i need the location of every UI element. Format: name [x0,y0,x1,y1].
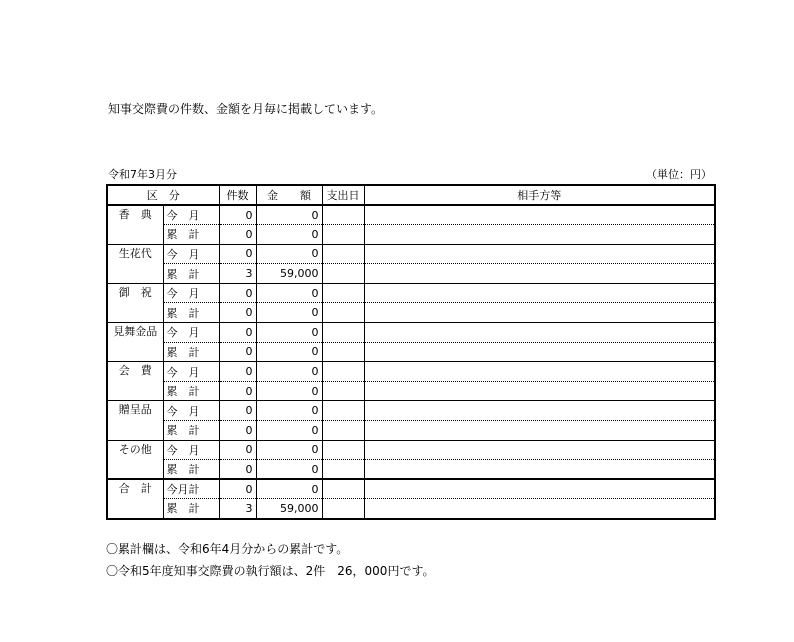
period-cell: 今 月 [163,244,219,264]
period-cell: 累 計 [163,381,219,401]
category-cell: その他 [107,440,163,479]
header-recipient: 相手方等 [364,185,715,205]
count-cell: 3 [219,264,256,284]
recipient-cell [364,499,715,519]
expense-table [106,184,716,520]
amount-cell: 59,000 [256,499,322,519]
count-cell: 0 [219,401,256,421]
amount-cell: 0 [256,460,322,480]
table-row [107,362,715,382]
recipient-cell [364,225,715,245]
count-cell: 3 [219,499,256,519]
date-cell [322,342,364,362]
table-row [107,401,715,421]
amount-cell: 0 [256,323,322,343]
period-cell: 今 月 [163,205,219,225]
period-cell: 今 月 [163,440,219,460]
date-cell [322,499,364,519]
count-cell: 0 [219,421,256,441]
period-label: 令和7年3月分 [108,168,177,181]
table-row [107,460,715,480]
recipient-cell [364,303,715,323]
category-cell: 合 計 [107,479,163,518]
table-row [107,421,715,441]
date-cell [322,421,364,441]
table-row [107,342,715,362]
recipient-cell [364,421,715,441]
amount-cell: 0 [256,381,322,401]
date-cell [322,440,364,460]
amount-cell: 0 [256,421,322,441]
count-cell: 0 [219,205,256,225]
recipient-cell [364,362,715,382]
amount-cell: 59,000 [256,264,322,284]
count-cell: 0 [219,323,256,343]
table-row [107,323,715,343]
recipient-cell [364,440,715,460]
count-cell: 0 [219,381,256,401]
count-cell: 0 [219,440,256,460]
date-cell [322,244,364,264]
count-cell: 0 [219,362,256,382]
recipient-cell [364,460,715,480]
count-cell: 0 [219,244,256,264]
period-cell: 今 月 [163,362,219,382]
amount-cell: 0 [256,479,322,499]
table-row [107,479,715,499]
count-cell: 0 [219,460,256,480]
amount-cell: 0 [256,401,322,421]
date-cell [322,460,364,480]
header-count: 件数 [219,185,256,205]
recipient-cell [364,381,715,401]
date-cell [322,303,364,323]
period-cell: 累 計 [163,342,219,362]
period-cell: 累 計 [163,421,219,441]
table-row [107,440,715,460]
date-cell [322,479,364,499]
period-cell: 累 計 [163,264,219,284]
table-row [107,381,715,401]
period-cell: 今 月 [163,283,219,303]
amount-cell: 0 [256,342,322,362]
recipient-cell [364,283,715,303]
period-cell: 今 月 [163,323,219,343]
table-row [107,225,715,245]
date-cell [322,264,364,284]
category-cell: 会 費 [107,362,163,401]
category-cell: 御 祝 [107,283,163,322]
table-row [107,283,715,303]
count-cell: 0 [219,342,256,362]
note-previous-year: 〇令和5年度知事交際費の執行額は、2件 26，000円です。 [106,564,435,578]
date-cell [322,323,364,343]
date-cell [322,362,364,382]
recipient-cell [364,205,715,225]
amount-cell: 0 [256,362,322,382]
header-row [107,185,715,205]
date-cell [322,401,364,421]
header-amount: 金 額 [256,185,322,205]
table-row [107,264,715,284]
period-cell: 今月計 [163,479,219,499]
count-cell: 0 [219,479,256,499]
amount-cell: 0 [256,244,322,264]
date-cell [322,205,364,225]
amount-cell: 0 [256,283,322,303]
table-row [107,303,715,323]
amount-cell: 0 [256,205,322,225]
period-cell: 累 計 [163,460,219,480]
period-cell: 累 計 [163,303,219,323]
recipient-cell [364,323,715,343]
category-cell: 香 典 [107,205,163,244]
count-cell: 0 [219,303,256,323]
header-category: 区 分 [107,185,219,205]
table-row [107,205,715,225]
count-cell: 0 [219,283,256,303]
period-cell: 今 月 [163,401,219,421]
count-cell: 0 [219,225,256,245]
date-cell [322,225,364,245]
table-row [107,499,715,519]
period-cell: 累 計 [163,225,219,245]
recipient-cell [364,244,715,264]
amount-cell: 0 [256,303,322,323]
category-cell: 生花代 [107,244,163,283]
date-cell [322,381,364,401]
intro-text: 知事交際費の件数、金額を月毎に掲載しています。 [108,102,384,116]
period-cell: 累 計 [163,499,219,519]
header-date: 支出日 [322,185,364,205]
table-row [107,244,715,264]
recipient-cell [364,479,715,499]
amount-cell: 0 [256,440,322,460]
recipient-cell [364,342,715,362]
note-cumulative: 〇累計欄は、令和6年4月分からの累計です。 [106,542,349,556]
recipient-cell [364,401,715,421]
category-cell: 贈呈品 [107,401,163,440]
category-cell: 見舞金品 [107,323,163,362]
date-cell [322,283,364,303]
table-body [107,205,715,519]
unit-label: （単位：円） [646,168,712,181]
recipient-cell [364,264,715,284]
amount-cell: 0 [256,225,322,245]
